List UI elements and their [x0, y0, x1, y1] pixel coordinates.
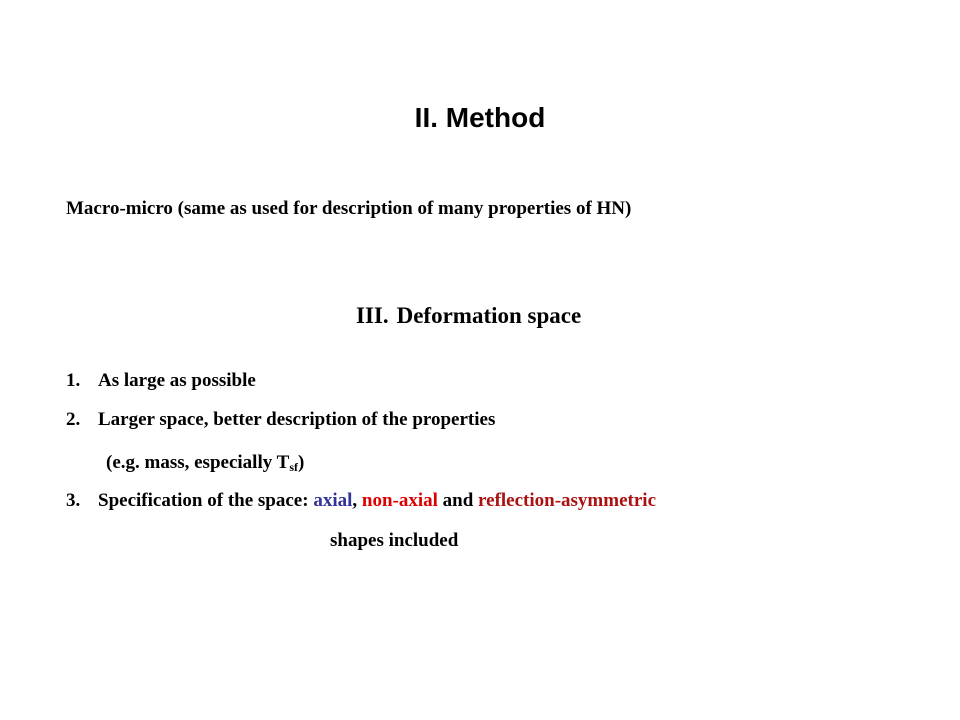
term-separator-comma: ,	[352, 490, 362, 511]
term-separator-and: and	[437, 490, 479, 511]
term-axial: axial	[313, 490, 353, 511]
deformation-heading-number: III.	[356, 303, 389, 328]
term-non-axial: non-axial	[361, 490, 438, 511]
list-item-number: 1.	[66, 370, 81, 391]
deformation-heading	[356, 300, 581, 332]
list-item-number: 2.	[66, 409, 81, 430]
method-description: Macro-micro (same as used for description of many properties of HN)	[66, 198, 632, 219]
detail-subscript: sf	[289, 460, 298, 474]
list-item	[66, 488, 656, 514]
list-item-text: Larger space, better description of the properties	[98, 409, 496, 430]
deformation-heading-title: Deformation space	[396, 303, 582, 328]
list-item-prefix: Specification of the space:	[98, 490, 314, 511]
method-heading: II. Method	[414, 102, 546, 133]
list-item-detail	[106, 450, 304, 476]
detail-suffix: )	[297, 452, 305, 473]
detail-prefix: (e.g. mass, especially T	[106, 452, 290, 473]
list-item-continuation: shapes included	[330, 530, 459, 551]
list-item	[66, 407, 495, 433]
term-reflection-asymmetric: reflection-asymmetric	[478, 490, 656, 511]
list-item-text: As large as possible	[98, 370, 256, 391]
list-item	[66, 368, 256, 394]
list-item-number: 3.	[66, 490, 81, 511]
